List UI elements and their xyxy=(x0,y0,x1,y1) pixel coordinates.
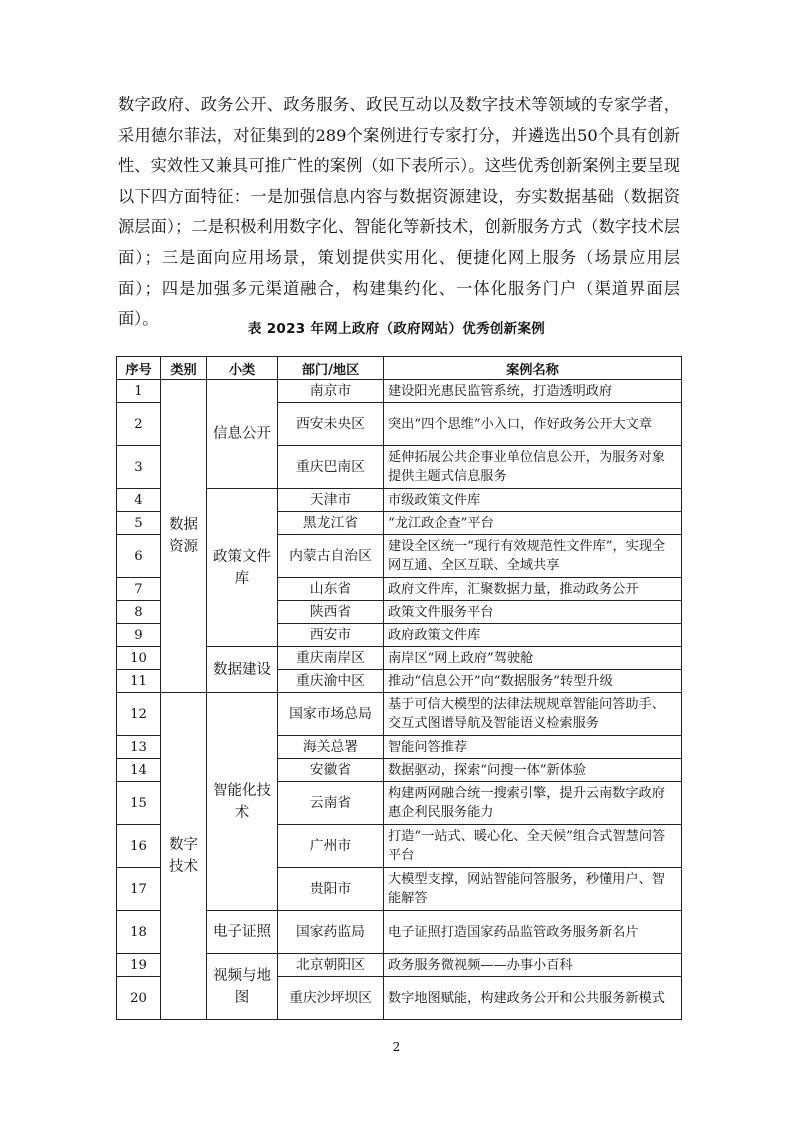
row-department: 国家市场总局 xyxy=(278,693,384,736)
row-department: 北京朝阳区 xyxy=(278,954,384,977)
row-case-name: 数字地图赋能，构建政务公开和公共服务新模式 xyxy=(384,977,682,1020)
row-index: 16 xyxy=(117,825,161,868)
row-case-name: 政策文件服务平台 xyxy=(384,601,682,624)
header-department: 部门/地区 xyxy=(278,357,384,380)
row-index: 5 xyxy=(117,512,161,535)
row-index: 15 xyxy=(117,782,161,825)
row-index: 11 xyxy=(117,670,161,693)
row-index: 1 xyxy=(117,380,161,403)
row-index: 10 xyxy=(117,647,161,670)
row-department: 广州市 xyxy=(278,825,384,868)
row-index: 20 xyxy=(117,977,161,1020)
row-case-name: 电子证照打造国家药品监管政务服务新名片 xyxy=(384,911,682,954)
row-department: 内蒙古自治区 xyxy=(278,535,384,578)
category-cell: 数据资源 xyxy=(161,380,207,693)
row-case-name: 政府文件库，汇聚数据力量，推动政务公开 xyxy=(384,578,682,601)
row-index: 7 xyxy=(117,578,161,601)
row-case-name: “龙江政企查”平台 xyxy=(384,512,682,535)
row-index: 19 xyxy=(117,954,161,977)
subcategory-cell: 政策文件库 xyxy=(207,489,278,647)
row-department: 重庆南岸区 xyxy=(278,647,384,670)
row-case-name: 基于可信大模型的法律法规规章智能问答助手、交互式图谱导航及智能语义检索服务 xyxy=(384,693,682,736)
row-case-name: 政府政策文件库 xyxy=(384,624,682,647)
row-case-name: 建设全区统一“现行有效规范性文件库”，实现全网互通、全区互联、全域共享 xyxy=(384,535,682,578)
row-department: 黑龙江省 xyxy=(278,512,384,535)
row-case-name: 大模型支撑，网站智能问答服务，秒懂用户、智能解答 xyxy=(384,868,682,911)
row-department: 云南省 xyxy=(278,782,384,825)
row-case-name: 延伸拓展公共企事业单位信息公开，为服务对象提供主题式信息服务 xyxy=(384,446,682,489)
row-case-name: 推动“信息公开”向“数据服务”转型升级 xyxy=(384,670,682,693)
row-index: 14 xyxy=(117,759,161,782)
table-row xyxy=(117,380,682,403)
header-case-name: 案例名称 xyxy=(384,357,682,380)
row-case-name: 政务服务微视频——办事小百科 xyxy=(384,954,682,977)
body-paragraph xyxy=(118,90,680,335)
table-caption: 表 2023 年网上政府（政府网站）优秀创新案例 xyxy=(247,321,546,337)
row-index: 8 xyxy=(117,601,161,624)
subcategory-cell: 信息公开 xyxy=(207,380,278,489)
row-case-name: 构建两网融合统一搜索引擎，提升云南数字政府惠企利民服务能力 xyxy=(384,782,682,825)
row-department: 陕西省 xyxy=(278,601,384,624)
row-department: 西安未央区 xyxy=(278,403,384,446)
table-row xyxy=(117,693,682,736)
subcategory-cell: 智能化技术 xyxy=(207,693,278,911)
header-subcategory: 小类 xyxy=(207,357,278,380)
subcategory-cell: 视频与地图 xyxy=(207,954,278,1020)
row-index: 17 xyxy=(117,868,161,911)
row-department: 重庆渝中区 xyxy=(278,670,384,693)
row-department: 安徽省 xyxy=(278,759,384,782)
row-index: 12 xyxy=(117,693,161,736)
row-index: 9 xyxy=(117,624,161,647)
row-department: 海关总署 xyxy=(278,736,384,759)
row-department: 南京市 xyxy=(278,380,384,403)
row-department: 重庆巴南区 xyxy=(278,446,384,489)
row-index: 13 xyxy=(117,736,161,759)
row-case-name: 突出“四个思维”小入口，作好政务公开大文章 xyxy=(384,403,682,446)
subcategory-cell: 电子证照 xyxy=(207,911,278,954)
row-index: 6 xyxy=(117,535,161,578)
row-case-name: 智能问答推荐 xyxy=(384,736,682,759)
row-case-name: 数据驱动，探索“问搜一体”新体验 xyxy=(384,759,682,782)
row-department: 西安市 xyxy=(278,624,384,647)
row-department: 国家药监局 xyxy=(278,911,384,954)
category-cell: 数字技术 xyxy=(161,693,207,1020)
row-index: 3 xyxy=(117,446,161,489)
row-index: 18 xyxy=(117,911,161,954)
row-department: 天津市 xyxy=(278,489,384,512)
paragraph-text: 数字政府、政务公开、政务服务、政民互动以及数字技术等领域的专家学者，采用德尔菲法，对征集到的289个案例进行专家打分，并遴选出50个具有创新性、实效性又兼具可推广性的案例（如下表所示）。这些优秀创新案例主要呈现以下四方面特征：一是加强信息内容与数据资源建设，夯实数据基础（数据资源层面）；二是积极利用数字化、智能化等新技术，创新服务方式（数字技术层面）；三是面向应用场景，策划提供实用化、便捷化网上服务（场景应用层面）；四是加强多元渠道融合，构建集约化、一体化服务门户（渠道界面层面）。 xyxy=(118,95,680,329)
table-header-row xyxy=(117,357,682,380)
cases-table xyxy=(116,356,682,1020)
row-index: 2 xyxy=(117,403,161,446)
row-case-name: 打造“一站式、暖心化、全天候”组合式智慧问答平台 xyxy=(384,825,682,868)
row-case-name: 南岸区“网上政府”驾驶舱 xyxy=(384,647,682,670)
row-department: 贵阳市 xyxy=(278,868,384,911)
subcategory-cell: 数据建设 xyxy=(207,647,278,693)
row-index: 4 xyxy=(117,489,161,512)
row-case-name: 建设阳光惠民监管系统，打造透明政府 xyxy=(384,380,682,403)
row-department: 山东省 xyxy=(278,578,384,601)
row-department: 重庆沙坪坝区 xyxy=(278,977,384,1020)
header-index: 序号 xyxy=(117,357,161,380)
row-case-name: 市级政策文件库 xyxy=(384,489,682,512)
page-number: 2 xyxy=(392,1040,401,1054)
header-category: 类别 xyxy=(161,357,207,380)
